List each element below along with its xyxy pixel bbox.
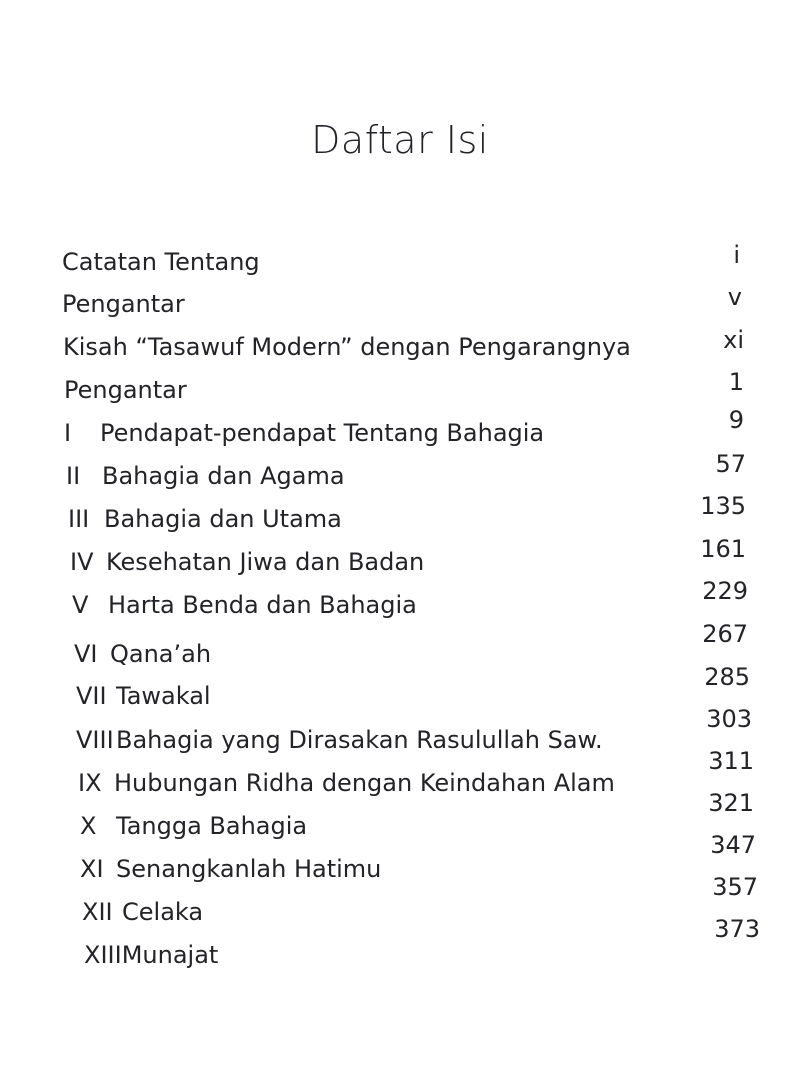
toc-page-number: 303 (706, 705, 752, 733)
toc-entry-label: Bahagia dan Utama (104, 505, 342, 533)
toc-entry (76, 725, 603, 755)
toc-entry (68, 504, 342, 534)
toc-chapter-number: III (68, 505, 90, 533)
toc-chapter-number: VIII (76, 726, 114, 754)
toc-entry-label: Celaka (122, 898, 204, 926)
toc-entry-label: Pengantar (62, 290, 185, 318)
toc-chapter-number: II (66, 462, 81, 490)
toc-chapter-number: I (64, 419, 72, 447)
toc-page-number: 357 (712, 873, 758, 901)
toc-entry-label: Pendapat-pendapat Tentang Bahagia (100, 419, 545, 447)
toc-entry-label: Senangkanlah Hatimu (116, 855, 382, 883)
toc-entry-label: Hubungan Ridha dengan Keindahan Alam (114, 769, 615, 797)
toc-entry-label: Kesehatan Jiwa dan Badan (106, 548, 425, 576)
toc-entry-label: Qana’ah (110, 640, 212, 668)
toc-entry (62, 247, 260, 277)
toc-page-number: v (727, 283, 742, 311)
toc-entry (70, 547, 424, 577)
toc-page-number: 135 (700, 492, 746, 520)
toc-page-number: 321 (708, 789, 754, 817)
toc-entry-label: Catatan Tentang (62, 248, 260, 276)
toc-entry (62, 289, 185, 319)
toc-chapter-number: XIII (84, 941, 122, 969)
toc-entry (64, 418, 544, 448)
page-title: Daftar Isi (311, 118, 489, 162)
toc-chapter-number: XII (82, 898, 113, 926)
toc-page-number: 9 (728, 406, 744, 434)
toc-entry-label: Tangga Bahagia (116, 812, 308, 840)
toc-page-number: 57 (715, 450, 746, 478)
toc-page-number: 285 (704, 663, 750, 691)
toc-entry (64, 375, 187, 405)
toc-entry (74, 639, 211, 669)
toc-entry-label: Tawakal (116, 682, 211, 710)
toc-page-number: 267 (702, 620, 748, 648)
toc-entry (80, 854, 381, 884)
toc-entry (80, 811, 307, 841)
toc-entry (66, 461, 345, 491)
toc-entry (63, 332, 631, 362)
toc-entry-label: Bahagia dan Agama (102, 462, 345, 490)
toc-entry (72, 590, 417, 620)
toc-chapter-number: IX (78, 769, 102, 797)
toc-page-number: 373 (714, 915, 760, 943)
toc-page-number: 311 (708, 747, 754, 775)
toc-chapter-number: VI (74, 640, 98, 668)
toc-page-number: xi (723, 326, 744, 354)
toc-entry (78, 768, 615, 798)
toc-page-number: 1 (728, 368, 744, 396)
toc-page-number: 347 (710, 831, 756, 859)
toc-page-number: 229 (702, 577, 748, 605)
toc-entry (76, 681, 211, 711)
toc-entry-label: Harta Benda dan Bahagia (108, 591, 417, 619)
toc-entry-label: Bahagia yang Dirasakan Rasulullah Saw. (116, 726, 603, 754)
toc-entry-label: Kisah “Tasawuf Modern” dengan Pengarangnya (63, 333, 631, 361)
toc-chapter-number: XI (80, 855, 104, 883)
toc-chapter-number: IV (70, 548, 94, 576)
toc-entry-label: Munajat (121, 941, 219, 969)
toc-chapter-number: V (72, 591, 89, 619)
toc-entry (82, 897, 203, 927)
toc-page-number: 161 (700, 535, 746, 563)
toc-entry-label: Pengantar (64, 376, 187, 404)
toc-entry (84, 940, 218, 970)
toc-chapter-number: X (80, 812, 97, 840)
toc-chapter-number: VII (76, 682, 107, 710)
toc-page-number: i (733, 241, 740, 269)
